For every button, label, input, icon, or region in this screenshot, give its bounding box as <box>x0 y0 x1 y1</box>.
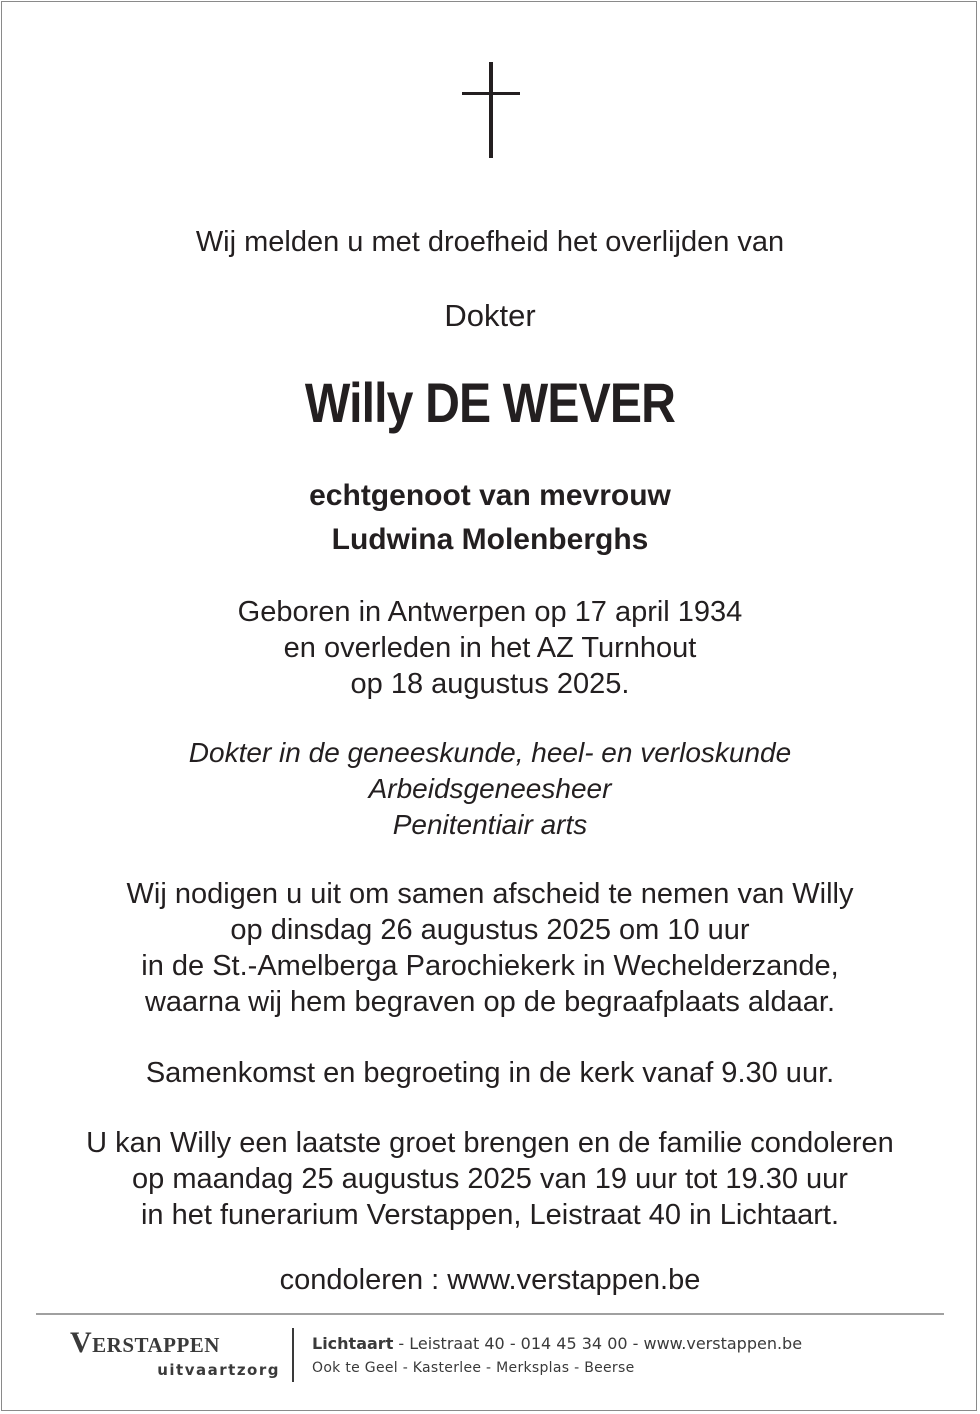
intro-text: Wij melden u met droefheid het overlijden van <box>195 226 785 258</box>
spouse-block <box>0 474 980 562</box>
deceased-title: Dokter <box>444 298 536 333</box>
invitation-block <box>0 876 980 1020</box>
spouse-line: echtgenoot van mevrouw <box>309 479 671 512</box>
death-place-line: en overleden in het AZ Turnhout <box>283 632 697 664</box>
funeral-home-logo <box>70 1324 280 1378</box>
footer-other-locations: Ook te Geel - Kasterlee - Merksplas - Beerse <box>312 1360 635 1376</box>
deceased-name: Willy DE WEVER <box>304 371 676 434</box>
birth-line: Geboren in Antwerpen op 17 april 1934 <box>237 596 743 628</box>
footer-separator <box>292 1328 294 1382</box>
career-line: Penitentiair arts <box>392 809 588 840</box>
footer-divider <box>36 1313 944 1315</box>
visitation-line: U kan Willy een laatste groet brengen en de familie condoleren <box>86 1127 894 1159</box>
visitation-line: in het funerarium Verstappen, Leistraat 40 in Lichtaart. <box>140 1199 840 1231</box>
death-date-line: op 18 augustus 2025. <box>350 668 630 700</box>
career-line: Dokter in de geneeskunde, heel- en verloskunde <box>188 737 792 768</box>
career-line: Arbeidsgeneesheer <box>368 773 612 804</box>
footer-address-line <box>312 1332 802 1356</box>
footer-location: Lichtaart <box>312 1334 394 1353</box>
invitation-line: in de St.-Amelberga Parochiekerk in Wechelderzande, <box>141 950 839 982</box>
spouse-name: Ludwina Molenberghs <box>331 523 649 556</box>
invitation-line: waarna wij hem begraven op de begraafplaats aldaar. <box>144 986 835 1018</box>
condolences-link[interactable]: condoleren : www.verstappen.be <box>279 1264 701 1296</box>
footer-contact <box>312 1332 802 1380</box>
logo-name: Verstappen <box>70 1326 220 1359</box>
career-block <box>0 735 980 843</box>
visitation-line: op maandag 25 augustus 2025 van 19 uur tot 19.30 uur <box>132 1163 848 1195</box>
gathering-text: Samenkomst en begroeting in de kerk vanaf 9.30 uur. <box>145 1057 835 1089</box>
visitation-block <box>0 1125 980 1233</box>
cross-icon <box>462 62 522 158</box>
birth-death-block <box>0 594 980 702</box>
footer-address[interactable]: - Leistraat 40 - 014 45 34 00 - www.verstappen.be <box>393 1334 803 1353</box>
invitation-line: Wij nodigen u uit om samen afscheid te nemen van Willy <box>126 878 854 910</box>
invitation-line: op dinsdag 26 augustus 2025 om 10 uur <box>230 914 750 946</box>
logo-tagline: uitvaartzorg <box>157 1361 280 1379</box>
